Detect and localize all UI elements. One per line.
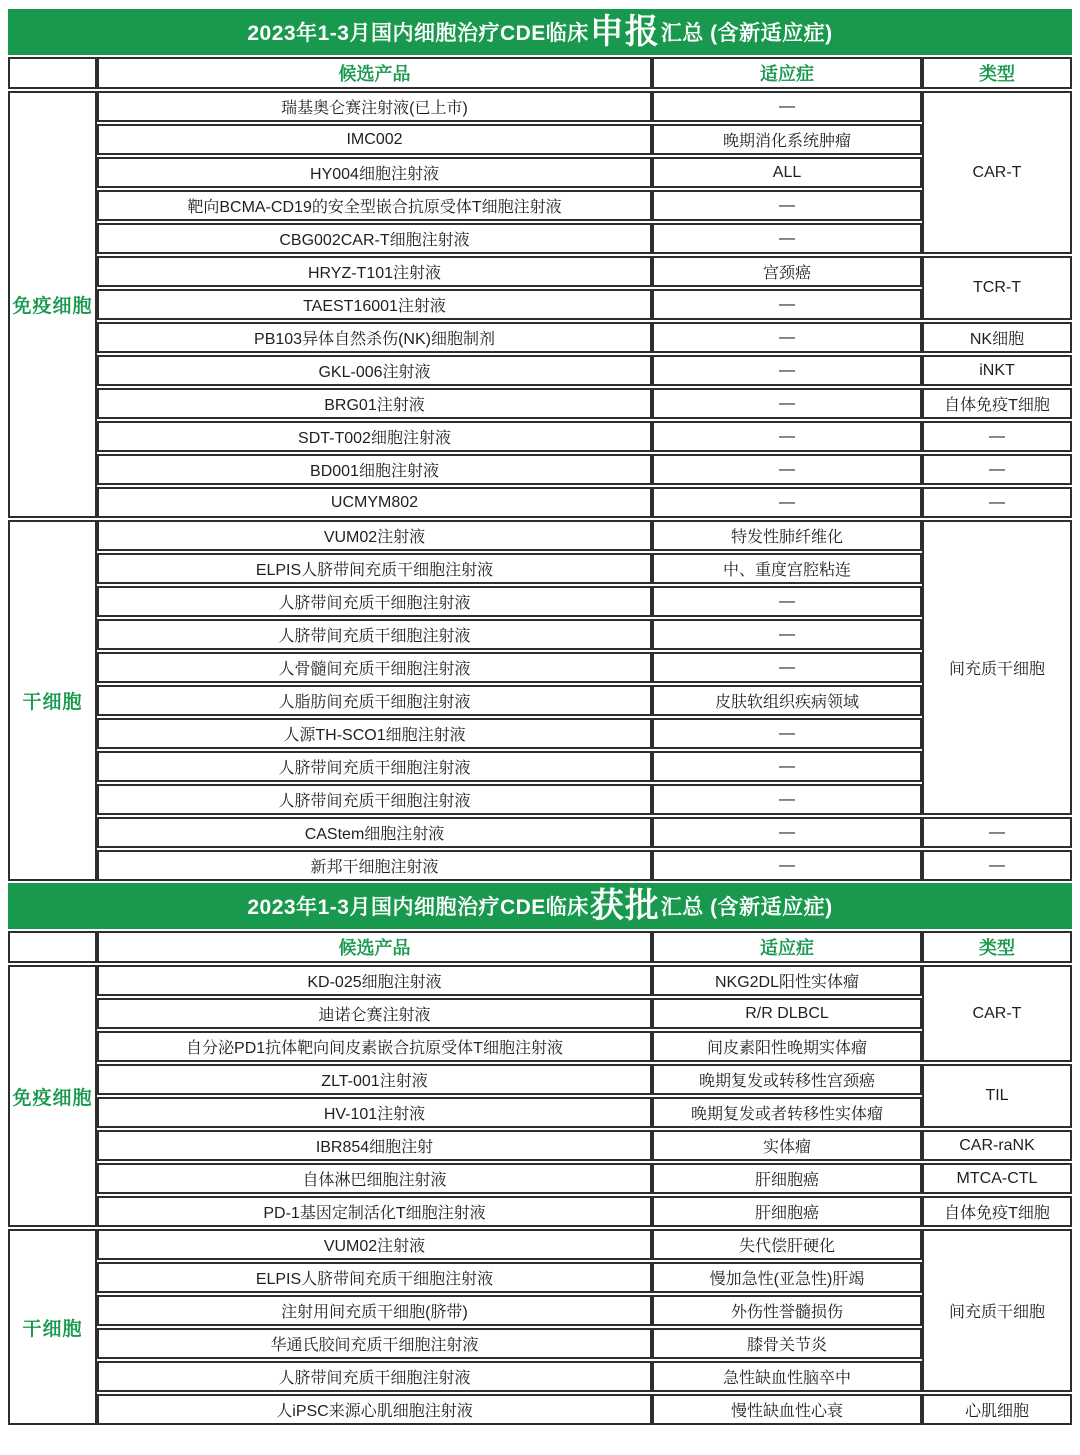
table-row: [8, 1361, 1072, 1392]
group-label-cell: 免疫细胞: [8, 965, 97, 1227]
indication-cell: —: [652, 487, 922, 518]
indication-cell: —: [652, 190, 922, 221]
product-cell: VUM02注射液: [97, 520, 652, 551]
table-row: [8, 256, 1072, 287]
table-row: [8, 520, 1072, 551]
product-cell: 人脂肪间充质干细胞注射液: [97, 685, 652, 716]
indication-cell: —: [652, 355, 922, 386]
product-cell: 自分泌PD1抗体靶向间皮素嵌合抗原受体T细胞注射液: [97, 1031, 652, 1062]
type-cell: CAR-raNK: [922, 1130, 1072, 1161]
corner-cell: [8, 57, 97, 89]
table-row: [8, 223, 1072, 254]
product-cell: GKL-006注射液: [97, 355, 652, 386]
column-header-indication: 适应症: [652, 57, 922, 89]
type-cell: 自体免疫T细胞: [922, 1196, 1072, 1227]
corner-cell: [8, 931, 97, 963]
table-row: [8, 1262, 1072, 1293]
type-cell: —: [922, 454, 1072, 485]
indication-cell: R/R DLBCL: [652, 998, 922, 1029]
table-row: [8, 784, 1072, 815]
table-row: [8, 487, 1072, 518]
table-row: [8, 1064, 1072, 1095]
product-cell: 自体淋巴细胞注射液: [97, 1163, 652, 1194]
product-cell: IMC002: [97, 124, 652, 155]
table-row: [8, 1196, 1072, 1227]
table-row: [8, 1130, 1072, 1161]
indication-cell: —: [652, 388, 922, 419]
indication-cell: —: [652, 784, 922, 815]
indication-cell: 慢性缺血性心衰: [652, 1394, 922, 1425]
table-row: [8, 1328, 1072, 1359]
product-cell: 人iPSC来源心肌细胞注射液: [97, 1394, 652, 1425]
indication-cell: 宫颈癌: [652, 256, 922, 287]
type-cell: TIL: [922, 1064, 1072, 1128]
table-row: [8, 751, 1072, 782]
indication-cell: 慢加急性(亚急性)肝竭: [652, 1262, 922, 1293]
table-row: [8, 619, 1072, 650]
product-cell: TAEST16001注射液: [97, 289, 652, 320]
indication-cell: —: [652, 751, 922, 782]
table-row: [8, 91, 1072, 122]
table-row: [8, 421, 1072, 452]
product-cell: VUM02注射液: [97, 1229, 652, 1260]
table-row: [8, 1229, 1072, 1260]
column-header-type: 类型: [922, 931, 1072, 963]
product-cell: HRYZ-T101注射液: [97, 256, 652, 287]
table-row: [8, 652, 1072, 683]
indication-cell: 皮肤软组织疾病领域: [652, 685, 922, 716]
table-row: [8, 850, 1072, 881]
table-row: [8, 1295, 1072, 1326]
column-header-indication: 适应症: [652, 931, 922, 963]
table-row: [8, 965, 1072, 996]
indication-cell: —: [652, 223, 922, 254]
product-cell: ELPIS人脐带间充质干细胞注射液: [97, 553, 652, 584]
indication-cell: 急性缺血性脑卒中: [652, 1361, 922, 1392]
indication-cell: —: [652, 850, 922, 881]
title-prefix: 2023年1-3月国内细胞治疗CDE临床: [247, 22, 589, 45]
product-cell: 人源TH-SCO1细胞注射液: [97, 718, 652, 749]
indication-cell: 外伤性誉髓损伤: [652, 1295, 922, 1326]
table-row: [8, 1031, 1072, 1062]
table-row: [8, 998, 1072, 1029]
table-row: [8, 718, 1072, 749]
indication-cell: 膝骨关节炎: [652, 1328, 922, 1359]
group-label-cell: 干细胞: [8, 520, 97, 881]
title-suffix: 汇总 (含新适应症): [660, 22, 833, 45]
product-cell: 人脐带间充质干细胞注射液: [97, 586, 652, 617]
product-cell: 迪诺仑赛注射液: [97, 998, 652, 1029]
indication-cell: —: [652, 322, 922, 353]
indication-cell: —: [652, 619, 922, 650]
product-cell: 新邦干细胞注射液: [97, 850, 652, 881]
product-cell: 靶向BCMA-CD19的安全型嵌合抗原受体T细胞注射液: [97, 190, 652, 221]
product-cell: IBR854细胞注射: [97, 1130, 652, 1161]
product-cell: 人脐带间充质干细胞注射液: [97, 1361, 652, 1392]
product-cell: BRG01注射液: [97, 388, 652, 419]
table-title-band: [8, 9, 1072, 55]
indication-cell: —: [652, 454, 922, 485]
summary-table: [8, 9, 1072, 883]
table-title-band: [8, 883, 1072, 929]
product-cell: 注射用间充质干细胞(脐带): [97, 1295, 652, 1326]
type-cell: MTCA-CTL: [922, 1163, 1072, 1194]
table-row: [8, 124, 1072, 155]
type-cell: CAR-T: [922, 91, 1072, 254]
type-cell: 间充质干细胞: [922, 1229, 1072, 1392]
type-cell: 心肌细胞: [922, 1394, 1072, 1425]
product-cell: BD001细胞注射液: [97, 454, 652, 485]
product-cell: 华通氏胶间充质干细胞注射液: [97, 1328, 652, 1359]
data-table: [8, 55, 1072, 883]
indication-cell: —: [652, 718, 922, 749]
type-cell: 自体免疫T细胞: [922, 388, 1072, 419]
product-cell: 瑞基奥仑赛注射液(已上市): [97, 91, 652, 122]
summary-table: [8, 883, 1072, 1427]
indication-cell: 晚期复发或者转移性实体瘤: [652, 1097, 922, 1128]
indication-cell: 特发性肺纤维化: [652, 520, 922, 551]
table-row: [8, 289, 1072, 320]
group-label-cell: 干细胞: [8, 1229, 97, 1425]
indication-cell: 肝细胞癌: [652, 1163, 922, 1194]
group-label-cell: 免疫细胞: [8, 91, 97, 518]
product-cell: ELPIS人脐带间充质干细胞注射液: [97, 1262, 652, 1293]
indication-cell: —: [652, 289, 922, 320]
table-row: [8, 553, 1072, 584]
type-cell: NK细胞: [922, 322, 1072, 353]
product-cell: UCMYM802: [97, 487, 652, 518]
type-cell: TCR-T: [922, 256, 1072, 320]
product-cell: HY004细胞注射液: [97, 157, 652, 188]
title-emphasis: 申报: [589, 13, 660, 51]
product-cell: 人脐带间充质干细胞注射液: [97, 619, 652, 650]
product-cell: 人脐带间充质干细胞注射液: [97, 751, 652, 782]
column-header-product: 候选产品: [97, 57, 652, 89]
table-row: [8, 454, 1072, 485]
title-suffix: 汇总 (含新适应症): [660, 896, 833, 919]
indication-cell: 实体瘤: [652, 1130, 922, 1161]
indication-cell: —: [652, 817, 922, 848]
type-cell: CAR-T: [922, 965, 1072, 1062]
table-row: [8, 1394, 1072, 1425]
indication-cell: 中、重度宫腔粘连: [652, 553, 922, 584]
column-header-type: 类型: [922, 57, 1072, 89]
column-header-product: 候选产品: [97, 931, 652, 963]
table-row: [8, 190, 1072, 221]
type-cell: 间充质干细胞: [922, 520, 1072, 815]
table-row: [8, 586, 1072, 617]
product-cell: SDT-T002细胞注射液: [97, 421, 652, 452]
type-cell: —: [922, 817, 1072, 848]
title-emphasis: 获批: [589, 887, 660, 925]
table-row: [8, 157, 1072, 188]
data-table: [8, 929, 1072, 1427]
product-cell: 人脐带间充质干细胞注射液: [97, 784, 652, 815]
table-row: [8, 322, 1072, 353]
product-cell: HV-101注射液: [97, 1097, 652, 1128]
product-cell: 人骨髓间充质干细胞注射液: [97, 652, 652, 683]
product-cell: CAStem细胞注射液: [97, 817, 652, 848]
type-cell: —: [922, 487, 1072, 518]
indication-cell: —: [652, 91, 922, 122]
indication-cell: 肝细胞癌: [652, 1196, 922, 1227]
type-cell: —: [922, 421, 1072, 452]
title-prefix: 2023年1-3月国内细胞治疗CDE临床: [247, 896, 589, 919]
indication-cell: ALL: [652, 157, 922, 188]
product-cell: CBG002CAR-T细胞注射液: [97, 223, 652, 254]
indication-cell: NKG2DL阳性实体瘤: [652, 965, 922, 996]
table-row: [8, 1097, 1072, 1128]
indication-cell: —: [652, 586, 922, 617]
table-row: [8, 817, 1072, 848]
indication-cell: 晚期消化系统肿瘤: [652, 124, 922, 155]
product-cell: ZLT-001注射液: [97, 1064, 652, 1095]
indication-cell: —: [652, 652, 922, 683]
indication-cell: 间皮素阳性晚期实体瘤: [652, 1031, 922, 1062]
table-row: [8, 355, 1072, 386]
column-header-row: [8, 57, 1072, 89]
indication-cell: 晚期复发或转移性宫颈癌: [652, 1064, 922, 1095]
type-cell: —: [922, 850, 1072, 881]
indication-cell: —: [652, 421, 922, 452]
product-cell: KD-025细胞注射液: [97, 965, 652, 996]
product-cell: PB103异体自然杀伤(NK)细胞制剂: [97, 322, 652, 353]
table-row: [8, 1163, 1072, 1194]
column-header-row: [8, 931, 1072, 963]
product-cell: PD-1基因定制活化T细胞注射液: [97, 1196, 652, 1227]
table-row: [8, 685, 1072, 716]
type-cell: iNKT: [922, 355, 1072, 386]
table-row: [8, 388, 1072, 419]
indication-cell: 失代偿肝硬化: [652, 1229, 922, 1260]
